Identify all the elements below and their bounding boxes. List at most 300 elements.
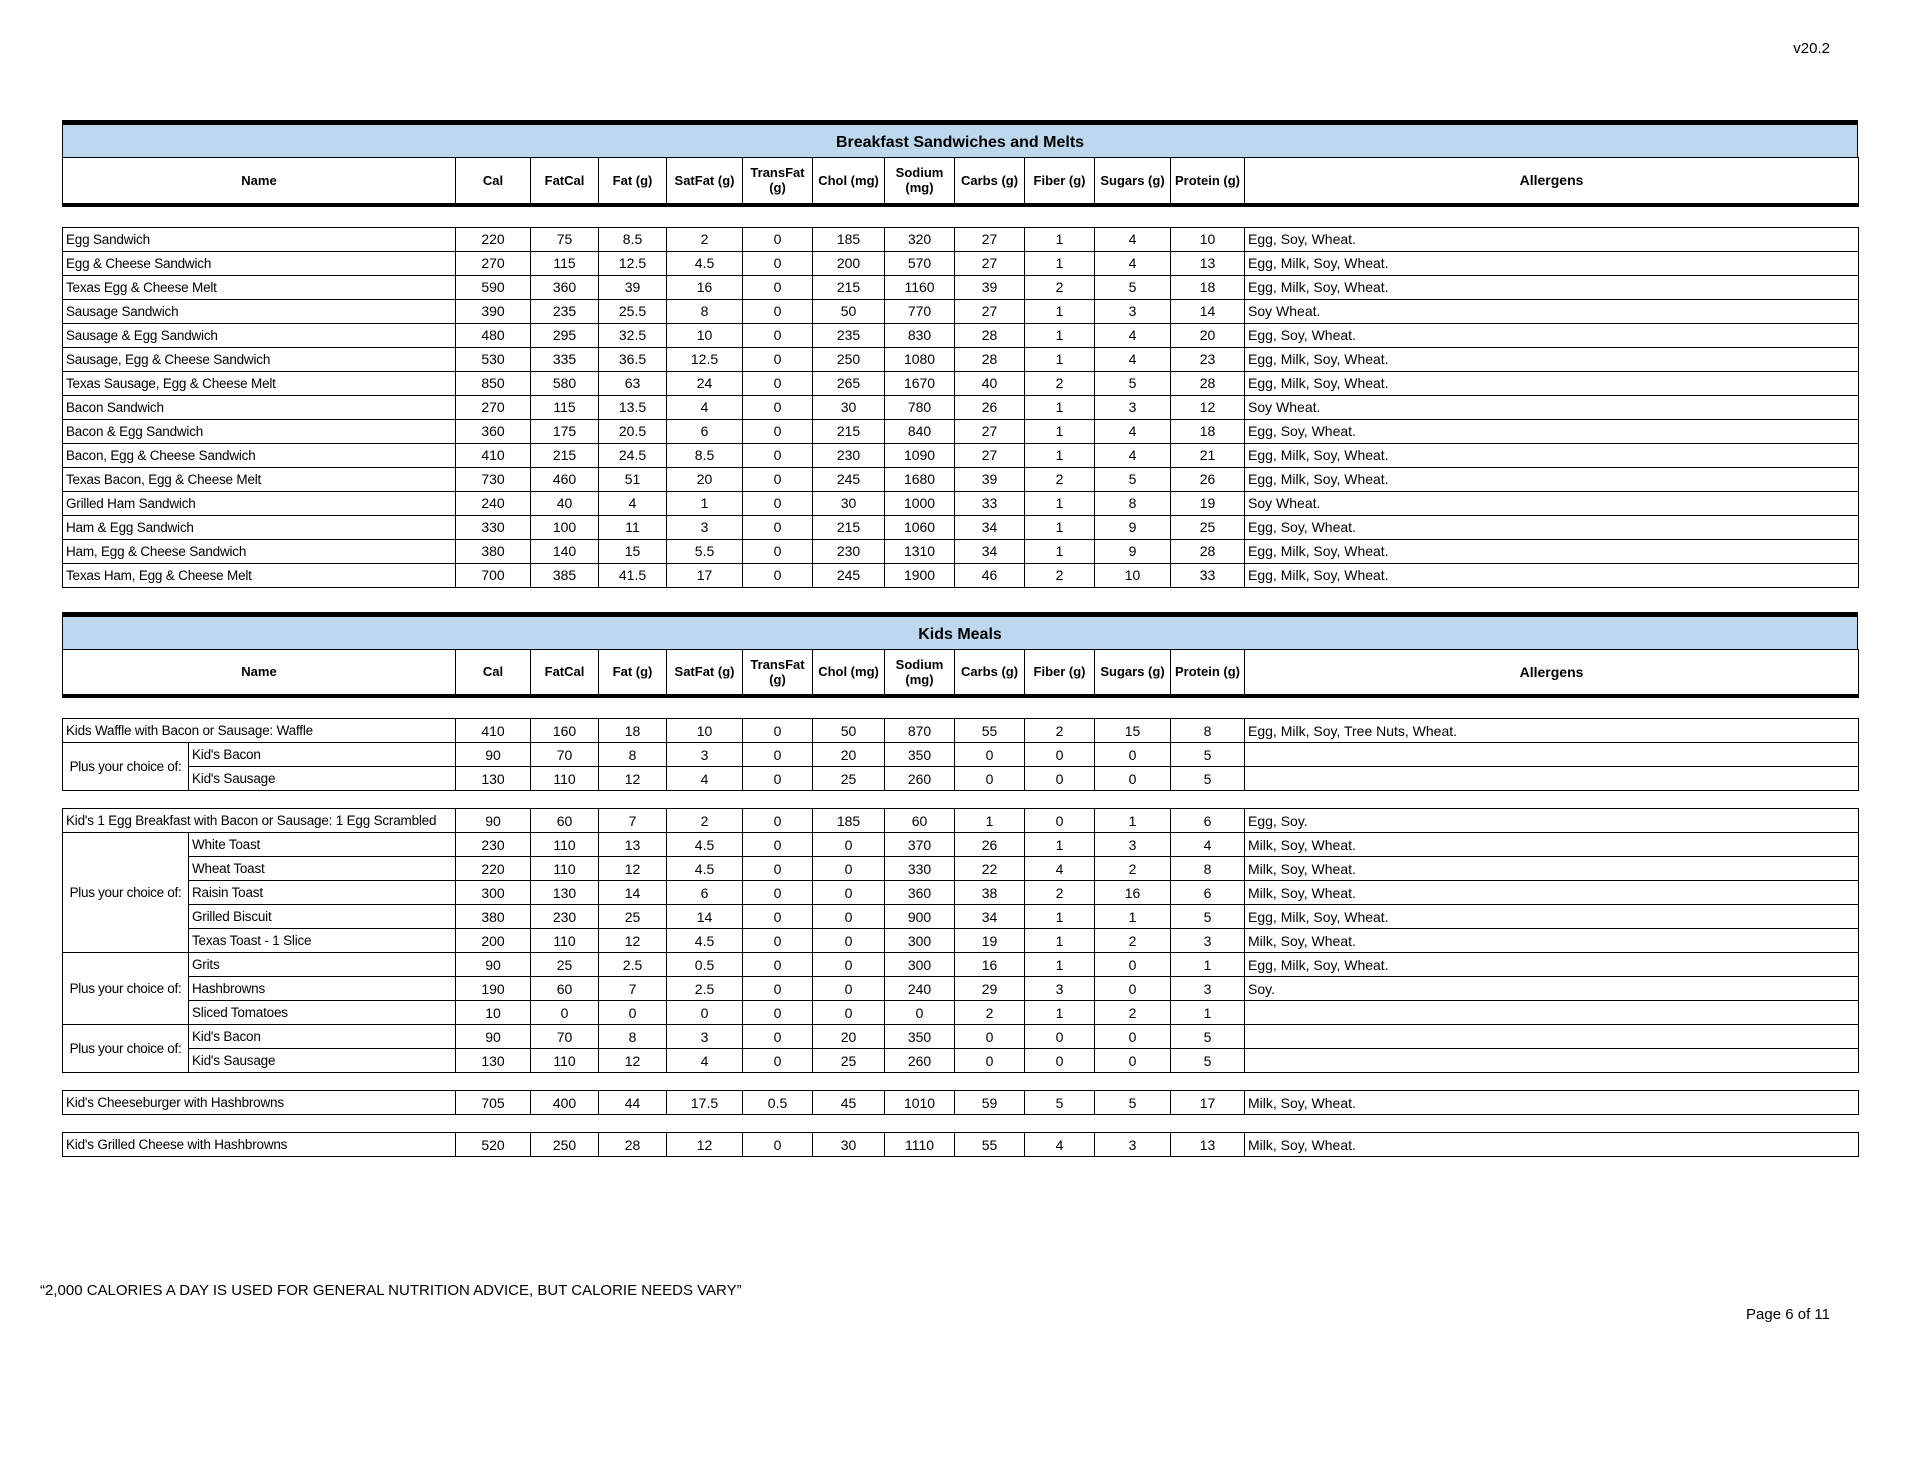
column-header-table [62,649,1859,699]
column-header-sugars-g: Sugars (g) [1095,649,1171,696]
cell-transfat-g: 0 [743,809,813,833]
cell-allergens: Egg, Milk, Soy, Wheat. [1245,563,1859,587]
cell-sodium-mg: 260 [885,767,955,791]
cell-fat-g: 12 [599,857,667,881]
cell-protein-g: 18 [1171,275,1245,299]
cell-sugars-g: 8 [1095,491,1171,515]
cell-fiber-g: 2 [1025,371,1095,395]
cell-sugars-g: 5 [1095,275,1171,299]
cell-fatcal: 235 [531,299,599,323]
cell-sodium-mg: 330 [885,857,955,881]
cell-fiber-g: 2 [1025,719,1095,743]
item-name: Kid's 1 Egg Breakfast with Bacon or Sausage: 1 Egg Scrambled [63,809,456,833]
cell-cal: 410 [456,443,531,467]
cell-fat-g: 12.5 [599,251,667,275]
cell-allergens: Egg, Soy. [1245,809,1859,833]
cell-chol-mg: 265 [813,371,885,395]
cell-allergens [1245,1049,1859,1073]
cell-cal: 330 [456,515,531,539]
cell-protein-g: 6 [1171,809,1245,833]
cell-protein-g: 12 [1171,395,1245,419]
cell-fiber-g: 0 [1025,743,1095,767]
item-name: Grits [189,953,456,977]
cell-sugars-g: 2 [1095,929,1171,953]
table-row [63,719,1859,743]
cell-cal: 240 [456,491,531,515]
cell-sodium-mg: 770 [885,299,955,323]
cell-protein-g: 10 [1171,227,1245,251]
cell-carbs-g: 0 [955,1025,1025,1049]
cell-carbs-g: 0 [955,743,1025,767]
item-name: Bacon Sandwich [63,395,456,419]
cell-cal: 220 [456,857,531,881]
cell-cal: 705 [456,1091,531,1115]
cell-fiber-g: 1 [1025,419,1095,443]
cell-allergens: Egg, Soy, Wheat. [1245,323,1859,347]
cell-transfat-g: 0 [743,275,813,299]
cell-transfat-g: 0 [743,539,813,563]
cell-satfat-g: 5.5 [667,539,743,563]
cell-fiber-g: 1 [1025,323,1095,347]
cell-fatcal: 115 [531,395,599,419]
item-name: Grilled Ham Sandwich [63,491,456,515]
cell-satfat-g: 8.5 [667,443,743,467]
data-block [62,808,1859,1073]
cell-fiber-g: 3 [1025,977,1095,1001]
cell-protein-g: 1 [1171,953,1245,977]
cell-carbs-g: 55 [955,719,1025,743]
cell-cal: 90 [456,1025,531,1049]
cell-sugars-g: 0 [1095,767,1171,791]
cell-fatcal: 460 [531,467,599,491]
cell-protein-g: 5 [1171,1025,1245,1049]
cell-fatcal: 115 [531,251,599,275]
cell-transfat-g: 0 [743,299,813,323]
cell-carbs-g: 1 [955,809,1025,833]
cell-satfat-g: 4 [667,1049,743,1073]
item-name: Sausage & Egg Sandwich [63,323,456,347]
cell-cal: 220 [456,227,531,251]
cell-satfat-g: 4.5 [667,833,743,857]
cell-transfat-g: 0 [743,227,813,251]
cell-protein-g: 5 [1171,905,1245,929]
cell-fiber-g: 1 [1025,251,1095,275]
column-header-protein-g: Protein (g) [1171,649,1245,696]
cell-chol-mg: 50 [813,299,885,323]
cell-transfat-g: 0 [743,467,813,491]
cell-carbs-g: 27 [955,443,1025,467]
cell-chol-mg: 30 [813,395,885,419]
cell-allergens: Egg, Milk, Soy, Wheat. [1245,371,1859,395]
cell-sodium-mg: 1670 [885,371,955,395]
cell-protein-g: 6 [1171,881,1245,905]
data-block [62,718,1859,791]
cell-cal: 270 [456,251,531,275]
cell-fatcal: 295 [531,323,599,347]
cell-transfat-g: 0 [743,905,813,929]
table-row [63,809,1859,833]
item-name: Egg & Cheese Sandwich [63,251,456,275]
cell-transfat-g: 0 [743,251,813,275]
calorie-disclaimer: “2,000 CALORIES A DAY IS USED FOR GENERAL NUTRITION ADVICE, BUT CALORIE NEEDS VARY” [40,1282,742,1299]
cell-chol-mg: 215 [813,275,885,299]
table-row [63,1133,1859,1157]
group-label: Plus your choice of: [63,953,189,1025]
cell-sodium-mg: 1060 [885,515,955,539]
cell-fiber-g: 4 [1025,857,1095,881]
cell-chol-mg: 0 [813,977,885,1001]
cell-sugars-g: 0 [1095,1025,1171,1049]
cell-carbs-g: 46 [955,563,1025,587]
cell-transfat-g: 0 [743,857,813,881]
cell-transfat-g: 0.5 [743,1091,813,1115]
table-row [63,953,1859,977]
cell-chol-mg: 185 [813,227,885,251]
cell-satfat-g: 12.5 [667,347,743,371]
cell-transfat-g: 0 [743,953,813,977]
cell-fat-g: 11 [599,515,667,539]
group-label: Plus your choice of: [63,833,189,953]
column-header-chol-mg: Chol (mg) [813,649,885,696]
cell-carbs-g: 33 [955,491,1025,515]
cell-cal: 90 [456,809,531,833]
cell-allergens [1245,1025,1859,1049]
cell-allergens: Soy Wheat. [1245,299,1859,323]
table-row [63,833,1859,857]
cell-sodium-mg: 370 [885,833,955,857]
table-row [63,227,1859,251]
table-row [63,275,1859,299]
column-header-sodium-mg: Sodium (mg) [885,158,955,205]
cell-sodium-mg: 570 [885,251,955,275]
cell-cal: 410 [456,719,531,743]
cell-chol-mg: 230 [813,539,885,563]
cell-allergens: Egg, Soy, Wheat. [1245,227,1859,251]
cell-fiber-g: 0 [1025,1049,1095,1073]
cell-fat-g: 0 [599,1001,667,1025]
cell-sodium-mg: 260 [885,1049,955,1073]
cell-satfat-g: 6 [667,419,743,443]
cell-sugars-g: 4 [1095,251,1171,275]
cell-satfat-g: 2 [667,227,743,251]
cell-carbs-g: 27 [955,419,1025,443]
column-header-chol-mg: Chol (mg) [813,158,885,205]
item-name: Texas Egg & Cheese Melt [63,275,456,299]
cell-protein-g: 3 [1171,929,1245,953]
column-header-row [63,158,1859,205]
cell-allergens: Egg, Milk, Soy, Tree Nuts, Wheat. [1245,719,1859,743]
cell-cal: 590 [456,275,531,299]
cell-fatcal: 130 [531,881,599,905]
cell-sugars-g: 0 [1095,977,1171,1001]
column-header-carbs-g: Carbs (g) [955,158,1025,205]
cell-chol-mg: 0 [813,953,885,977]
cell-sugars-g: 2 [1095,1001,1171,1025]
cell-satfat-g: 6 [667,881,743,905]
cell-satfat-g: 4 [667,767,743,791]
cell-sodium-mg: 300 [885,929,955,953]
cell-chol-mg: 185 [813,809,885,833]
column-header-transfat-g: TransFat (g) [743,158,813,205]
table-row [63,419,1859,443]
cell-fat-g: 4 [599,491,667,515]
cell-fatcal: 360 [531,275,599,299]
item-name: Kid's Bacon [189,743,456,767]
cell-fiber-g: 1 [1025,395,1095,419]
cell-protein-g: 5 [1171,743,1245,767]
column-header-fat-g: Fat (g) [599,158,667,205]
item-name: Ham & Egg Sandwich [63,515,456,539]
cell-sugars-g: 3 [1095,299,1171,323]
cell-carbs-g: 22 [955,857,1025,881]
cell-sugars-g: 16 [1095,881,1171,905]
cell-fiber-g: 0 [1025,1025,1095,1049]
cell-satfat-g: 17.5 [667,1091,743,1115]
cell-satfat-g: 12 [667,1133,743,1157]
cell-carbs-g: 59 [955,1091,1025,1115]
table-row [63,251,1859,275]
cell-fat-g: 8 [599,743,667,767]
cell-transfat-g: 0 [743,443,813,467]
cell-allergens: Egg, Soy, Wheat. [1245,515,1859,539]
table-row [63,443,1859,467]
cell-fat-g: 15 [599,539,667,563]
cell-fiber-g: 1 [1025,515,1095,539]
cell-satfat-g: 24 [667,371,743,395]
table-row [63,1001,1859,1025]
cell-cal: 380 [456,905,531,929]
table-row [63,857,1859,881]
cell-fat-g: 25.5 [599,299,667,323]
cell-fatcal: 75 [531,227,599,251]
cell-transfat-g: 0 [743,491,813,515]
cell-satfat-g: 17 [667,563,743,587]
cell-protein-g: 23 [1171,347,1245,371]
column-header-fat-g: Fat (g) [599,649,667,696]
cell-fiber-g: 1 [1025,833,1095,857]
cell-chol-mg: 0 [813,857,885,881]
cell-sugars-g: 4 [1095,323,1171,347]
cell-sodium-mg: 350 [885,743,955,767]
cell-fatcal: 110 [531,833,599,857]
table-row [63,929,1859,953]
column-header-row [63,649,1859,696]
cell-carbs-g: 29 [955,977,1025,1001]
cell-carbs-g: 0 [955,767,1025,791]
cell-allergens: Soy. [1245,977,1859,1001]
cell-allergens: Milk, Soy, Wheat. [1245,857,1859,881]
cell-satfat-g: 4.5 [667,929,743,953]
cell-satfat-g: 0.5 [667,953,743,977]
item-name: Texas Bacon, Egg & Cheese Melt [63,467,456,491]
cell-fat-g: 8.5 [599,227,667,251]
cell-cal: 850 [456,371,531,395]
cell-sodium-mg: 240 [885,977,955,1001]
cell-allergens: Milk, Soy, Wheat. [1245,833,1859,857]
item-name: Hashbrowns [189,977,456,1001]
cell-sugars-g: 3 [1095,1133,1171,1157]
cell-transfat-g: 0 [743,767,813,791]
cell-fatcal: 140 [531,539,599,563]
cell-allergens: Milk, Soy, Wheat. [1245,1091,1859,1115]
cell-fat-g: 13 [599,833,667,857]
cell-cal: 390 [456,299,531,323]
cell-sodium-mg: 320 [885,227,955,251]
column-header-table [62,157,1859,207]
column-header-fiber-g: Fiber (g) [1025,649,1095,696]
cell-satfat-g: 2 [667,809,743,833]
cell-allergens: Milk, Soy, Wheat. [1245,929,1859,953]
cell-protein-g: 8 [1171,857,1245,881]
cell-fatcal: 110 [531,1049,599,1073]
cell-chol-mg: 245 [813,563,885,587]
cell-carbs-g: 34 [955,515,1025,539]
column-header-sodium-mg: Sodium (mg) [885,649,955,696]
table-row [63,563,1859,587]
cell-sugars-g: 15 [1095,719,1171,743]
cell-carbs-g: 34 [955,539,1025,563]
cell-cal: 90 [456,743,531,767]
cell-sugars-g: 0 [1095,743,1171,767]
cell-fatcal: 215 [531,443,599,467]
cell-sugars-g: 5 [1095,1091,1171,1115]
cell-carbs-g: 39 [955,467,1025,491]
cell-sugars-g: 5 [1095,371,1171,395]
cell-fatcal: 400 [531,1091,599,1115]
cell-chol-mg: 25 [813,767,885,791]
cell-allergens: Milk, Soy, Wheat. [1245,1133,1859,1157]
cell-transfat-g: 0 [743,371,813,395]
cell-protein-g: 1 [1171,1001,1245,1025]
cell-cal: 200 [456,929,531,953]
cell-cal: 190 [456,977,531,1001]
cell-satfat-g: 2.5 [667,977,743,1001]
column-header-fiber-g: Fiber (g) [1025,158,1095,205]
cell-cal: 10 [456,1001,531,1025]
cell-sodium-mg: 840 [885,419,955,443]
item-name: Sausage Sandwich [63,299,456,323]
cell-chol-mg: 25 [813,1049,885,1073]
cell-sodium-mg: 830 [885,323,955,347]
cell-carbs-g: 55 [955,1133,1025,1157]
table-row [63,1025,1859,1049]
cell-chol-mg: 0 [813,881,885,905]
cell-sugars-g: 3 [1095,833,1171,857]
table-row [63,767,1859,791]
cell-sodium-mg: 60 [885,809,955,833]
cell-carbs-g: 27 [955,227,1025,251]
cell-allergens [1245,1001,1859,1025]
cell-fiber-g: 1 [1025,905,1095,929]
cell-chol-mg: 20 [813,1025,885,1049]
cell-carbs-g: 34 [955,905,1025,929]
cell-protein-g: 28 [1171,539,1245,563]
cell-sodium-mg: 1310 [885,539,955,563]
cell-satfat-g: 3 [667,1025,743,1049]
column-header-protein-g: Protein (g) [1171,158,1245,205]
cell-fatcal: 70 [531,743,599,767]
sections-container [62,120,1858,1157]
cell-sugars-g: 3 [1095,395,1171,419]
item-name: Sausage, Egg & Cheese Sandwich [63,347,456,371]
cell-fatcal: 335 [531,347,599,371]
cell-protein-g: 21 [1171,443,1245,467]
cell-fat-g: 12 [599,767,667,791]
cell-fat-g: 8 [599,1025,667,1049]
cell-protein-g: 13 [1171,251,1245,275]
cell-protein-g: 14 [1171,299,1245,323]
cell-carbs-g: 19 [955,929,1025,953]
cell-protein-g: 19 [1171,491,1245,515]
cell-allergens: Egg, Milk, Soy, Wheat. [1245,347,1859,371]
cell-carbs-g: 16 [955,953,1025,977]
cell-chol-mg: 0 [813,905,885,929]
cell-protein-g: 28 [1171,371,1245,395]
cell-fat-g: 28 [599,1133,667,1157]
cell-fatcal: 60 [531,809,599,833]
cell-satfat-g: 3 [667,743,743,767]
column-header-allergens: Allergens [1245,158,1859,205]
cell-transfat-g: 0 [743,563,813,587]
cell-chol-mg: 230 [813,443,885,467]
cell-fiber-g: 1 [1025,227,1095,251]
cell-fatcal: 100 [531,515,599,539]
cell-fiber-g: 1 [1025,539,1095,563]
cell-fat-g: 20.5 [599,419,667,443]
table-row [63,371,1859,395]
table-row [63,977,1859,1001]
cell-transfat-g: 0 [743,929,813,953]
cell-fiber-g: 1 [1025,443,1095,467]
cell-sodium-mg: 300 [885,953,955,977]
cell-fatcal: 40 [531,491,599,515]
column-header-sugars-g: Sugars (g) [1095,158,1171,205]
cell-cal: 700 [456,563,531,587]
cell-allergens: Egg, Milk, Soy, Wheat. [1245,275,1859,299]
cell-fatcal: 160 [531,719,599,743]
cell-fat-g: 18 [599,719,667,743]
cell-chol-mg: 50 [813,719,885,743]
cell-sodium-mg: 1010 [885,1091,955,1115]
cell-sodium-mg: 1080 [885,347,955,371]
cell-chol-mg: 215 [813,515,885,539]
cell-sugars-g: 1 [1095,809,1171,833]
item-name: Kid's Cheeseburger with Hashbrowns [63,1091,456,1115]
cell-sugars-g: 9 [1095,515,1171,539]
table-row [63,467,1859,491]
cell-transfat-g: 0 [743,323,813,347]
cell-fatcal: 70 [531,1025,599,1049]
table-row [63,1091,1859,1115]
cell-sugars-g: 4 [1095,419,1171,443]
cell-protein-g: 26 [1171,467,1245,491]
cell-fiber-g: 1 [1025,953,1095,977]
cell-transfat-g: 0 [743,1133,813,1157]
cell-fiber-g: 4 [1025,1133,1095,1157]
cell-allergens: Egg, Milk, Soy, Wheat. [1245,443,1859,467]
table-row [63,323,1859,347]
cell-satfat-g: 4.5 [667,251,743,275]
table-row [63,491,1859,515]
cell-transfat-g: 0 [743,395,813,419]
page-number: Page 6 of 11 [1746,1306,1830,1323]
cell-fat-g: 51 [599,467,667,491]
cell-cal: 520 [456,1133,531,1157]
cell-fiber-g: 1 [1025,491,1095,515]
column-header-name: Name [63,649,456,696]
cell-protein-g: 25 [1171,515,1245,539]
cell-carbs-g: 38 [955,881,1025,905]
